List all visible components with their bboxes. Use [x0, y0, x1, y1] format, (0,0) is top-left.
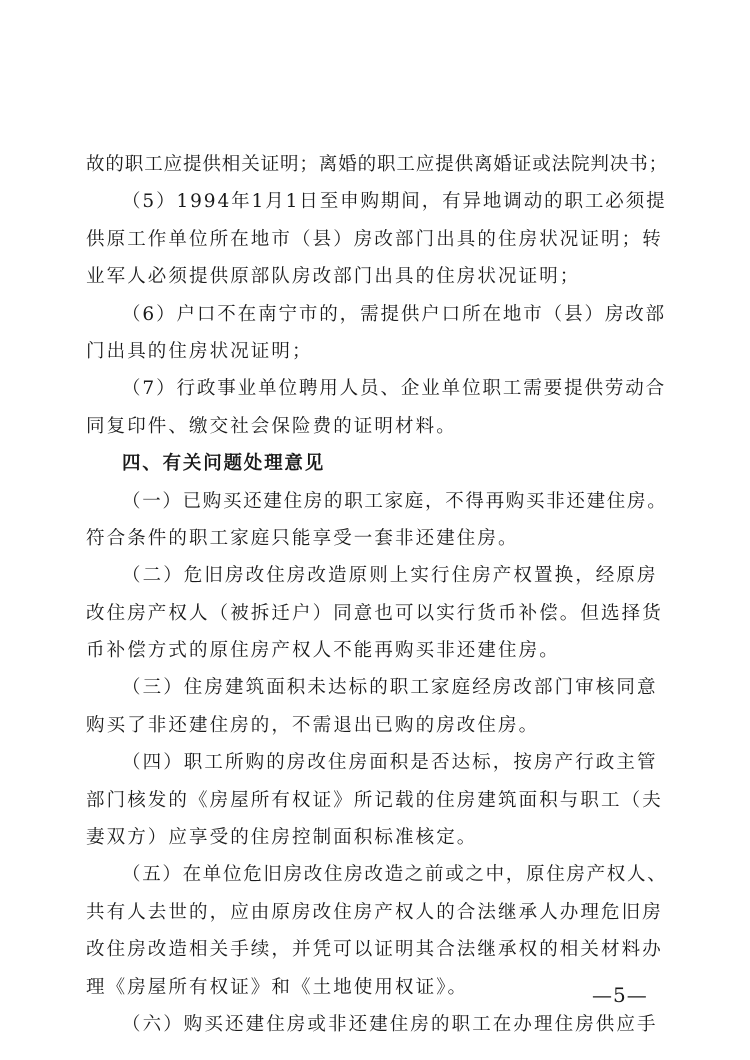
paragraph-line: （六）购买还建住房或非还建住房的职工在办理住房供应手 — [122, 1013, 658, 1035]
paragraph-line: （一）已购买还建住房的职工家庭，不得再购买非还建住房。 — [122, 490, 668, 512]
page-number: —5— — [592, 983, 648, 1007]
paragraph-line: 理《房屋所有权证》和《土地使用权证》。 — [86, 976, 469, 998]
paragraph-line: 妻双方）应享受的住房控制面积标准核定。 — [86, 827, 478, 849]
paragraph-line: 同复印件、缴交社会保险费的证明材料。 — [86, 415, 457, 437]
body-text — [86, 146, 669, 1043]
paragraph-line: （7）行政事业单位聘用人员、企业单位职工需要提供劳动合 — [122, 378, 667, 400]
paragraph-line: 改住房改造相关手续，并凭可以证明其合法继承权的相关材料办 — [86, 939, 663, 961]
paragraph-line: 符合条件的职工家庭只能享受一套非还建住房。 — [86, 527, 519, 549]
section-heading: 四、有关问题处理意见 — [122, 453, 326, 475]
paragraph-line: （五）在单位危旧房改住房改造之前或之中，原住房产权人、 — [122, 864, 668, 886]
paragraph-line: （5）1994年1月1日至申购期间，有异地调动的职工必须提 — [122, 191, 667, 213]
paragraph-line: （6）户口不在南宁市的，需提供户口所在地市（县）房改部 — [122, 303, 667, 325]
paragraph-line: 购买了非还建住房的，不需退出已购的房改住房。 — [86, 714, 540, 736]
paragraph-line: 改住房产权人（被拆迁户）同意也可以实行货币补偿。但选择货 — [86, 602, 663, 624]
paragraph-line: 共有人去世的，应由原房改住房产权人的合法继承人办理危旧房 — [86, 901, 663, 923]
paragraph-line: 门出具的住房状况证明； — [86, 340, 313, 362]
paragraph-line: 故的职工应提供相关证明；离婚的职工应提供离婚证或法院判决书； — [86, 154, 669, 175]
paragraph-line: 供原工作单位所在地市（县）房改部门出具的住房状况证明；转 — [86, 228, 663, 250]
paragraph-line: 部门核发的《房屋所有权证》所记载的住房建筑面积与职工（夫 — [86, 789, 663, 811]
paragraph-line: 业军人必须提供原部队房改部门出具的住房状况证明； — [86, 266, 581, 288]
paragraph-line: （三）住房建筑面积未达标的职工家庭经房改部门审核同意 — [122, 677, 658, 699]
paragraph-line: （四）职工所购的房改住房面积是否达标，按房产行政主管 — [122, 752, 658, 774]
paragraph-line: 币补偿方式的原住房产权人不能再购买非还建住房。 — [86, 640, 560, 662]
paragraph-line: （二）危旧房改住房改造原则上实行住房产权置换，经原房 — [122, 565, 658, 587]
